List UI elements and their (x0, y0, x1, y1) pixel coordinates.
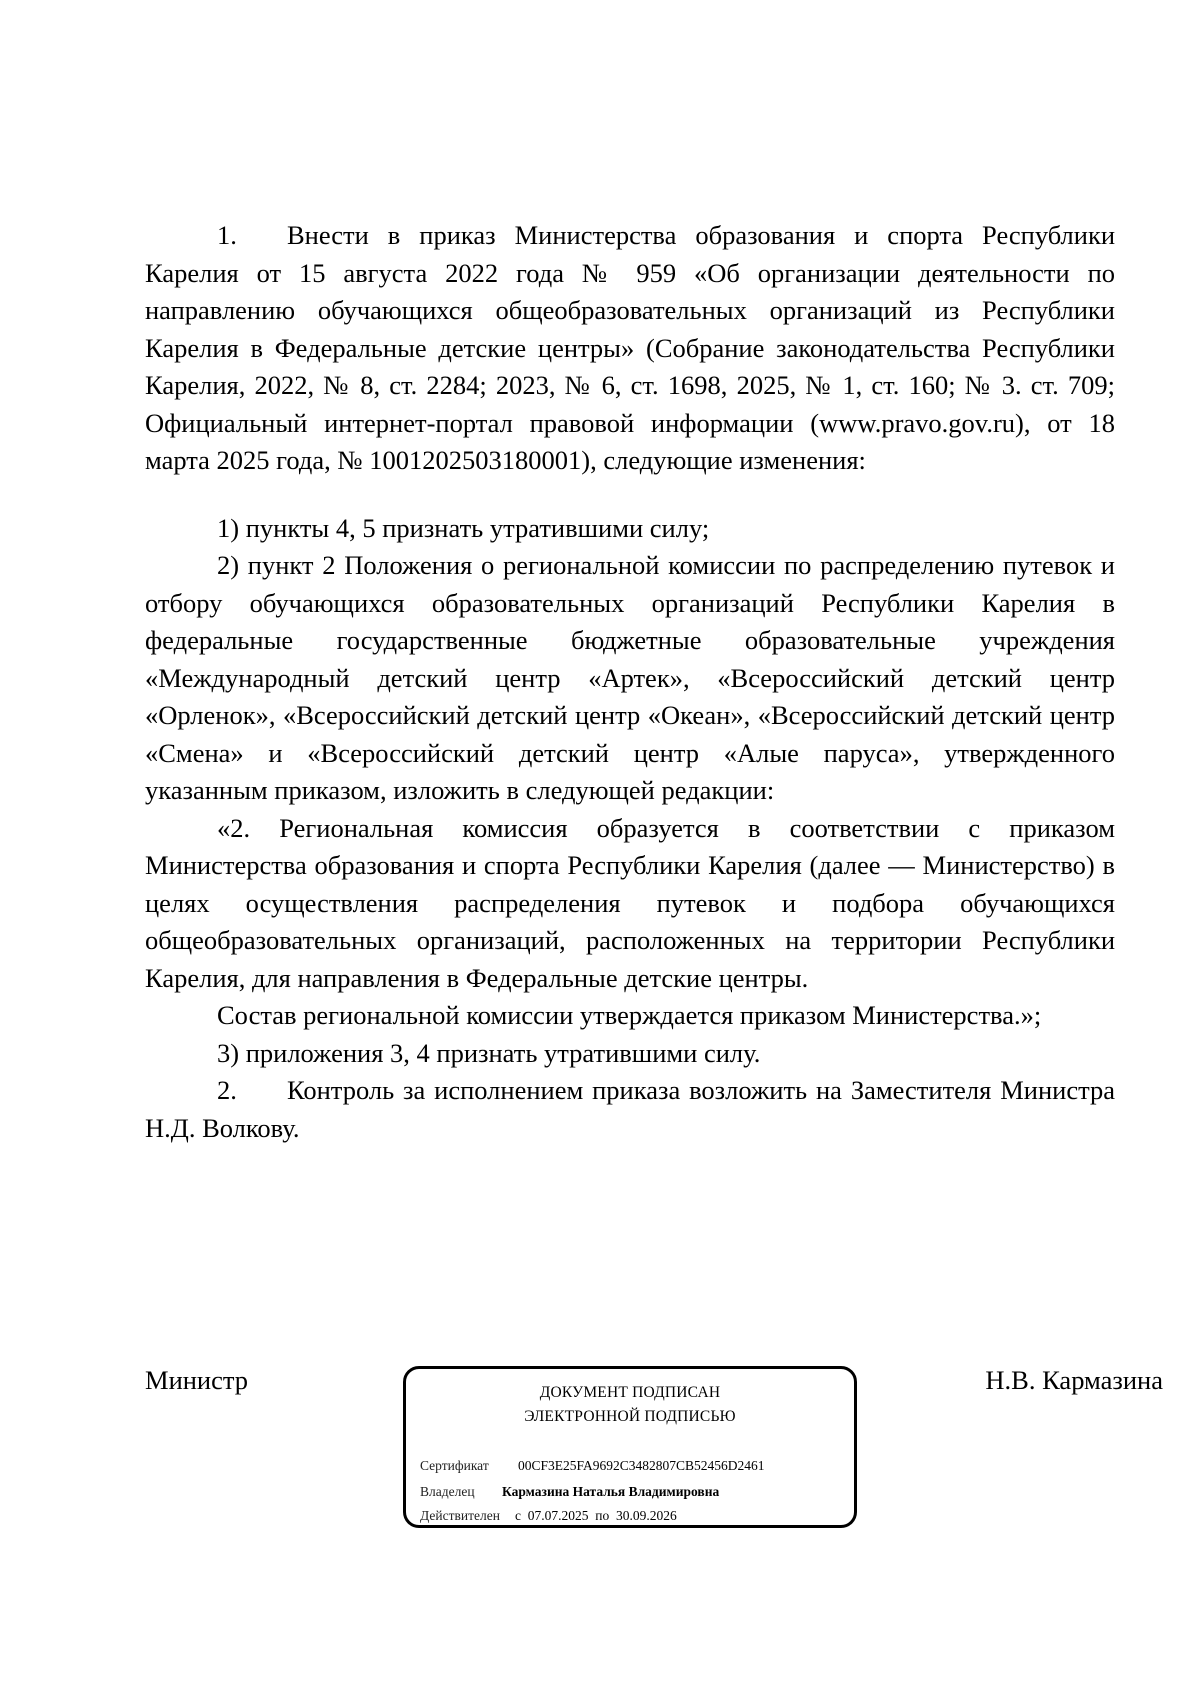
signer-title: Министр (145, 1365, 249, 1395)
quoted-text-2: Состав региональной комиссии утверждается приказом Министерства.»; (217, 1000, 1042, 1030)
paragraph-2-number: 2. (217, 1075, 237, 1105)
stamp-valid-from: 07.07.2025 (527, 1508, 589, 1523)
electronic-signature-stamp (403, 1366, 857, 1528)
stamp-certificate-label: Сертификат (420, 1458, 489, 1473)
paragraph-2-text: Контроль за исполнением приказа возложить на Заместителя Министра Н.Д. Волкову. (145, 1075, 1115, 1143)
signer-name: Н.В. Кармазина (985, 1365, 1163, 1395)
stamp-validity-row (420, 1507, 677, 1525)
stamp-valid-to-prefix: по (595, 1508, 610, 1523)
stamp-header-line-1: ДОКУМЕНТ ПОДПИСАН (539, 1384, 721, 1401)
quoted-text-1: «2. Региональная комиссия образуется в соответствии с приказом Министерства образования и спорта Республики Карелия (далее — Министерство) в целях осуществления распределения путевок и подбора обучающихся общеобразовательных организаций, расположенных на территории Республики Карелия, для направления в Федеральные детские центры. (145, 812, 1115, 993)
paragraph-2 (145, 1072, 1115, 1147)
stamp-valid-from-prefix: с (515, 1508, 521, 1523)
stamp-owner-label: Владелец (420, 1484, 475, 1499)
stamp-owner-row (420, 1483, 719, 1501)
list-item-1: 1) пункты 4, 5 признать утратившими силу; (217, 512, 710, 543)
list-item-2: 2) пункт 2 Положения о региональной комиссии по распределению путевок и отбору обучающихся образовательных организаций Республики Карелия в федеральные государственные бюджетные образовательные учреждения «Международный детский центр «Артек», «Всероссийский детский центр «Орленок», «Всероссийский детский центр «Океан», «Всероссийский детский центр «Смена» и «Всероссийский детский центр «Алые паруса», утвержденного указанным приказом, изложить в следующей редакции: (145, 550, 1115, 805)
document-body (145, 217, 1115, 1147)
signature-block (145, 1362, 1163, 1562)
stamp-header-line-2: ЭЛЕКТРОННОЙ ПОДПИСЬЮ (524, 1408, 736, 1425)
stamp-certificate-value: 00CF3E25FA9692C3482807CB52456D2461 (518, 1458, 765, 1473)
paragraph-1 (145, 217, 1115, 480)
stamp-validity-label: Действителен (420, 1508, 500, 1523)
stamp-valid-to: 30.09.2026 (615, 1508, 677, 1523)
paragraph-1-text: Внести в приказ Министерства образования и спорта Республики Карелия от 15 августа 2022 года № 959 «Об организации деятельности по направлению обучающихся общеобразовательных организаций из Республики Карелия в Федеральные детские центры» (Собрание законодательства Республики Карелия, 2022, № 8, ст. 2284; 2023, № 6, ст. 1698, 2025, № 1, ст. 160; № 3. ст. 709; Официальный интернет-портал правовой информации (www.pravo.gov.ru), от 18 марта 2025 года, № 1001202503180001), следующие изменения: (145, 220, 1115, 475)
stamp-header (406, 1381, 854, 1429)
paragraph-1-number: 1. (217, 220, 237, 250)
stamp-owner-value: Кармазина Наталья Владимировна (502, 1484, 720, 1499)
stamp-certificate-row (420, 1457, 765, 1475)
list-item-3: 3) приложения 3, 4 признать утратившими силу. (217, 1037, 761, 1068)
